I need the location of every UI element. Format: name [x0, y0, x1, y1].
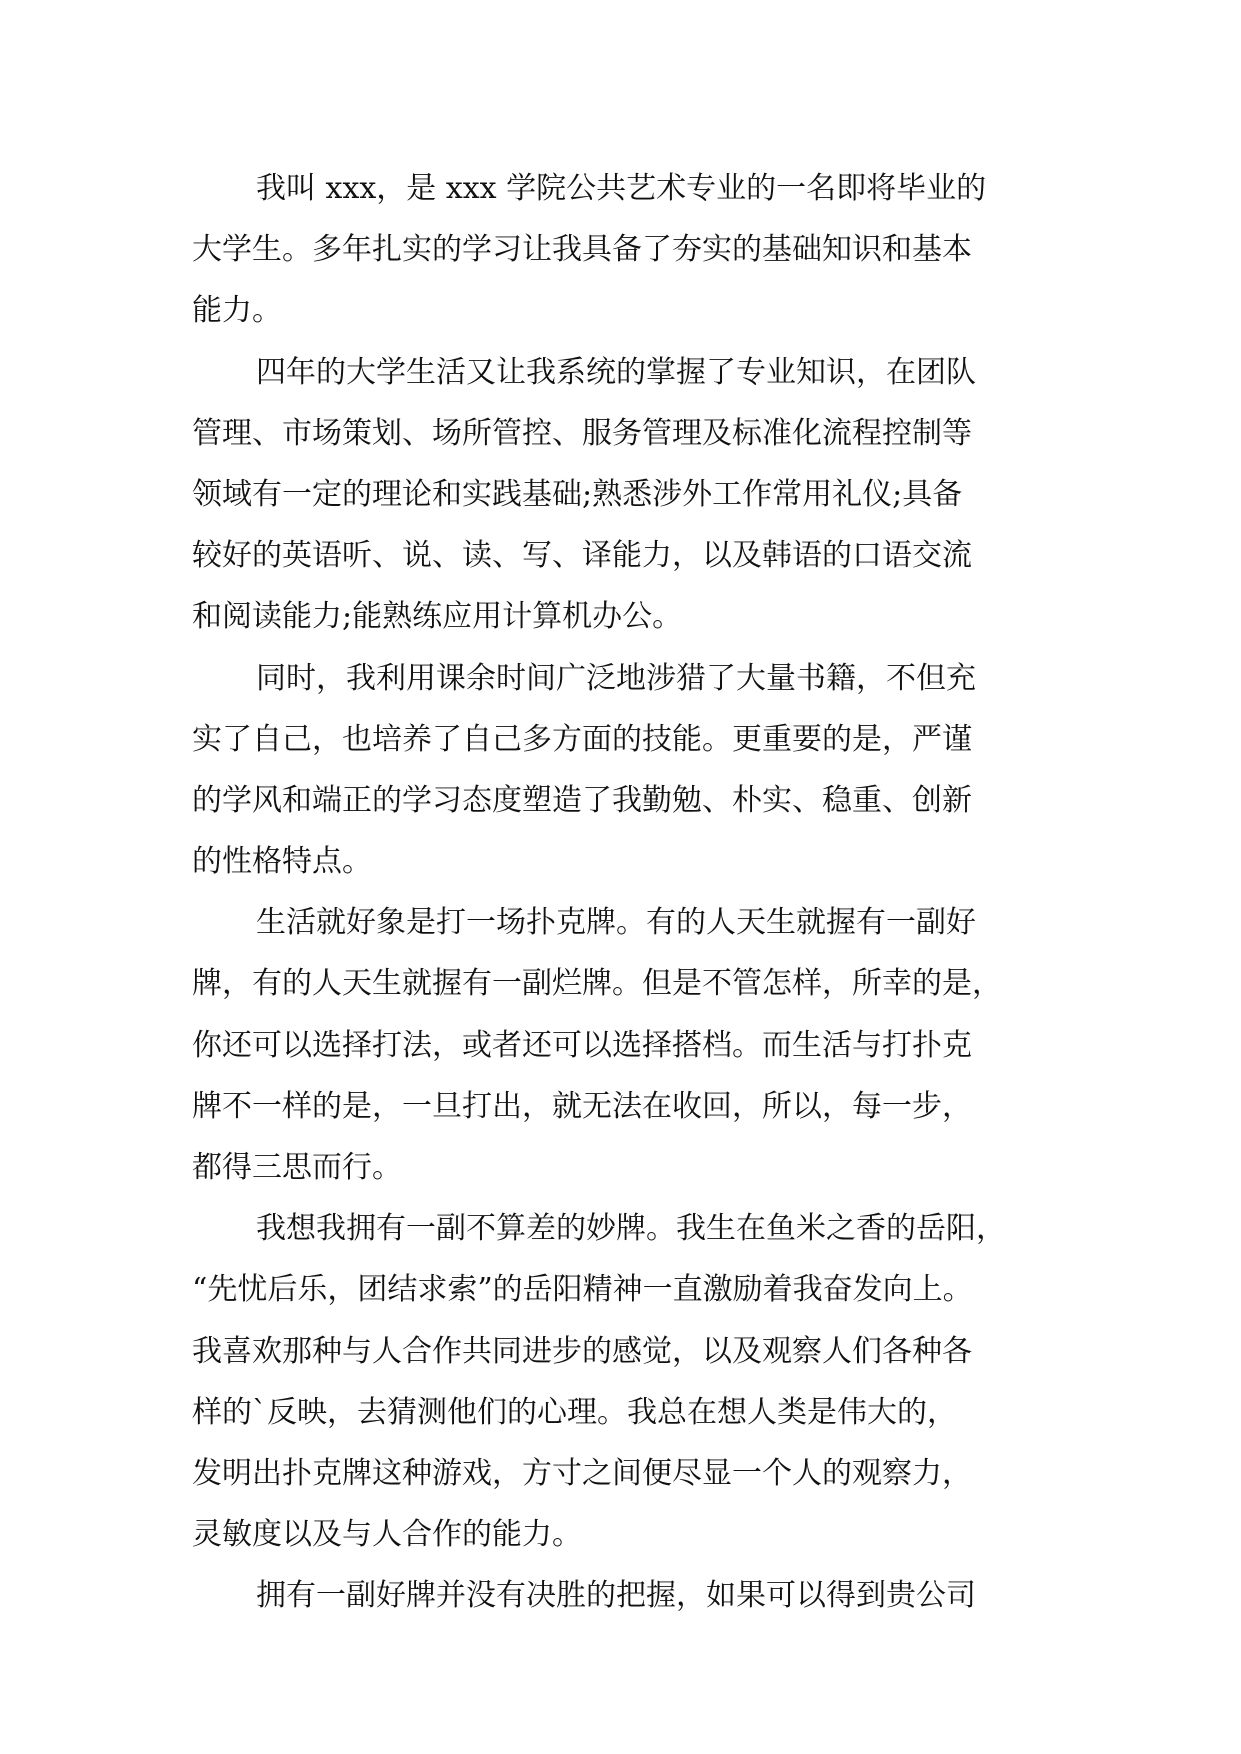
- paragraph-2-line-1: 四年的大学生活又让我系统的掌握了专业知识，在团队: [256, 354, 976, 390]
- paragraph-4-line-5: 都得三思而行。: [192, 1150, 402, 1185]
- paragraph-2-line-3: 领域有一定的理论和实践基础;熟悉涉外工作常用礼仪;具备: [192, 476, 963, 512]
- paragraph-3-line-1: 同时，我利用课余时间广泛地涉猎了大量书籍，不但充: [256, 660, 976, 696]
- paragraph-1-line-2: 大学生。多年扎实的学习让我具备了夯实的基础知识和基本: [192, 232, 972, 268]
- paragraph-5-line-4: 样的`反映，去猜测他们的心理。我总在想人类是伟大的，: [192, 1394, 957, 1430]
- paragraph-2-line-2: 管理、市场策划、场所管控、服务管理及标准化流程控制等: [192, 415, 972, 451]
- paragraph-4-line-2: 牌，有的人天生就握有一副烂牌。但是不管怎样，所幸的是，: [192, 966, 1002, 1002]
- paragraph-5-line-3: 我喜欢那种与人合作共同进步的感觉，以及观察人们各种各: [192, 1333, 972, 1369]
- paragraph-5-line-2: “先忧后乐，团结求索”的岳阳精神一直激励着我奋发向上。: [192, 1272, 973, 1308]
- paragraph-5-line-6: 灵敏度以及与人合作的能力。: [192, 1517, 582, 1553]
- paragraph-5-line-1: 我想我拥有一副不算差的妙牌。我生在鱼米之香的岳阳，: [256, 1211, 1006, 1247]
- paragraph-2-line-5: 和阅读能力;能熟练应用计算机办公。: [192, 599, 683, 635]
- paragraph-6-line-1: 拥有一副好牌并没有决胜的把握，如果可以得到贵公司: [256, 1578, 976, 1614]
- paragraph-4-line-1: 生活就好象是打一场扑克牌。有的人天生就握有一副好: [256, 905, 976, 941]
- paragraph-5-line-5: 发明出扑克牌这种游戏，方寸之间便尽显一个人的观察力，: [192, 1455, 972, 1491]
- paragraph-4-line-4: 牌不一样的是，一旦打出，就无法在收回，所以，每一步，: [192, 1088, 972, 1124]
- paragraph-3-line-3: 的学风和端正的学习态度塑造了我勤勉、朴实、稳重、创新: [192, 782, 972, 818]
- paragraph-3-line-2: 实了自己，也培养了自己多方面的技能。更重要的是，严谨: [192, 721, 972, 757]
- body-text: [192, 158, 1062, 1627]
- paragraph-4-line-3: 你还可以选择打法，或者还可以选择搭档。而生活与打扑克: [192, 1027, 972, 1063]
- paragraph-1-line-1: 我叫 xxx，是 xxx 学院公共艺术专业的一名即将毕业的: [256, 171, 987, 206]
- paragraph-1-line-3: 能力。: [192, 293, 282, 329]
- paragraph-2-line-4: 较好的英语听、说、读、写、译能力，以及韩语的口语交流: [192, 538, 972, 574]
- paragraph-3-line-4: 的性格特点。: [192, 844, 372, 880]
